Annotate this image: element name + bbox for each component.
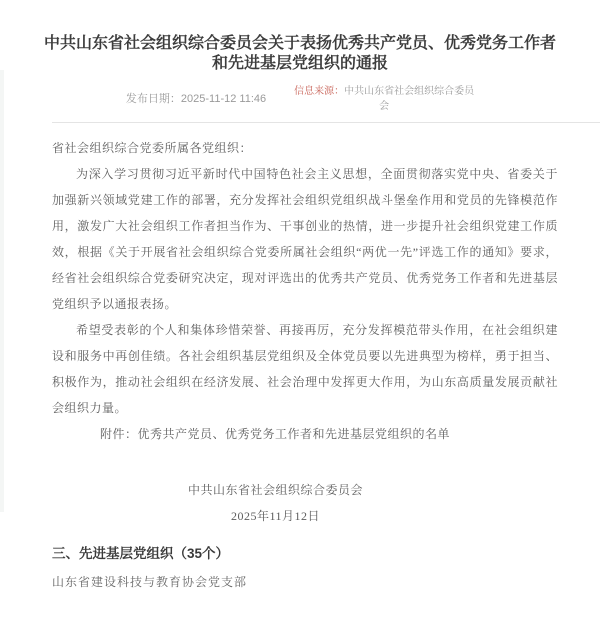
signature-organization: 中共山东省社会组织综合委员会 <box>188 483 364 497</box>
body-paragraph-1: 为深入学习贯彻习近平新时代中国特色社会主义思想，全面贯彻落实党中央、省委关于加强新兴领域党建工作的部署，充分发挥社会组织党组织战斗堡垒作用和党员的先锋模范作用，激发广大社会组织工作者担当作为、干事创业的热情，进一步提升社会组织党建工作质效，根据《关于开展省社会组织综合党委所属社会组织“两优一先”评选工作的通知》要求，经省社会组织综合党委研究决定，现对评选出的优秀共产党员、优秀党务工作者和先进基层党组织予以通报表扬。 <box>52 167 558 311</box>
publish-date-value: 2025-11-12 11:46 <box>180 93 267 105</box>
publish-date-label: 发布日期： <box>125 93 181 105</box>
header-divider <box>52 122 600 123</box>
award-list-section <box>52 545 600 591</box>
signature-date: 2025年11月12日 <box>230 509 321 523</box>
publish-date <box>126 91 266 107</box>
list-item: 山东省建设科技与教育协会党支部 <box>52 575 248 589</box>
section-heading: 三、先进基层党组织（35个） <box>52 546 230 561</box>
attachment-line: 附件：优秀共产党员、优秀党务工作者和先进基层党组织的名单 <box>100 427 451 441</box>
salutation: 省社会组织综合党委所属各党组织： <box>52 141 253 155</box>
info-source-label: 信息来源： <box>294 86 345 97</box>
signature-block <box>188 477 363 529</box>
article-meta <box>0 84 600 114</box>
page-title: 中共山东省社会组织综合委员会关于表扬优秀共产党员、优秀党务工作者和先进基层党组织的通报 <box>43 35 556 72</box>
article-body <box>52 135 558 529</box>
body-paragraph-2: 希望受表彰的个人和集体珍惜荣誉、再接再厉，充分发挥模范带头作用，在社会组织建设和服务中再创佳绩。各社会组织基层党组织及全体党员要以先进典型为榜样，勇于担当、积极作为，推动社会组织在经济发展、社会治理中发挥更大作用，为山东高质量发展贡献社会组织力量。 <box>52 323 558 415</box>
info-source-value: 中共山东省社会组织综合委员会 <box>344 86 475 112</box>
page-edge-strip <box>0 70 4 512</box>
info-source <box>294 84 474 114</box>
